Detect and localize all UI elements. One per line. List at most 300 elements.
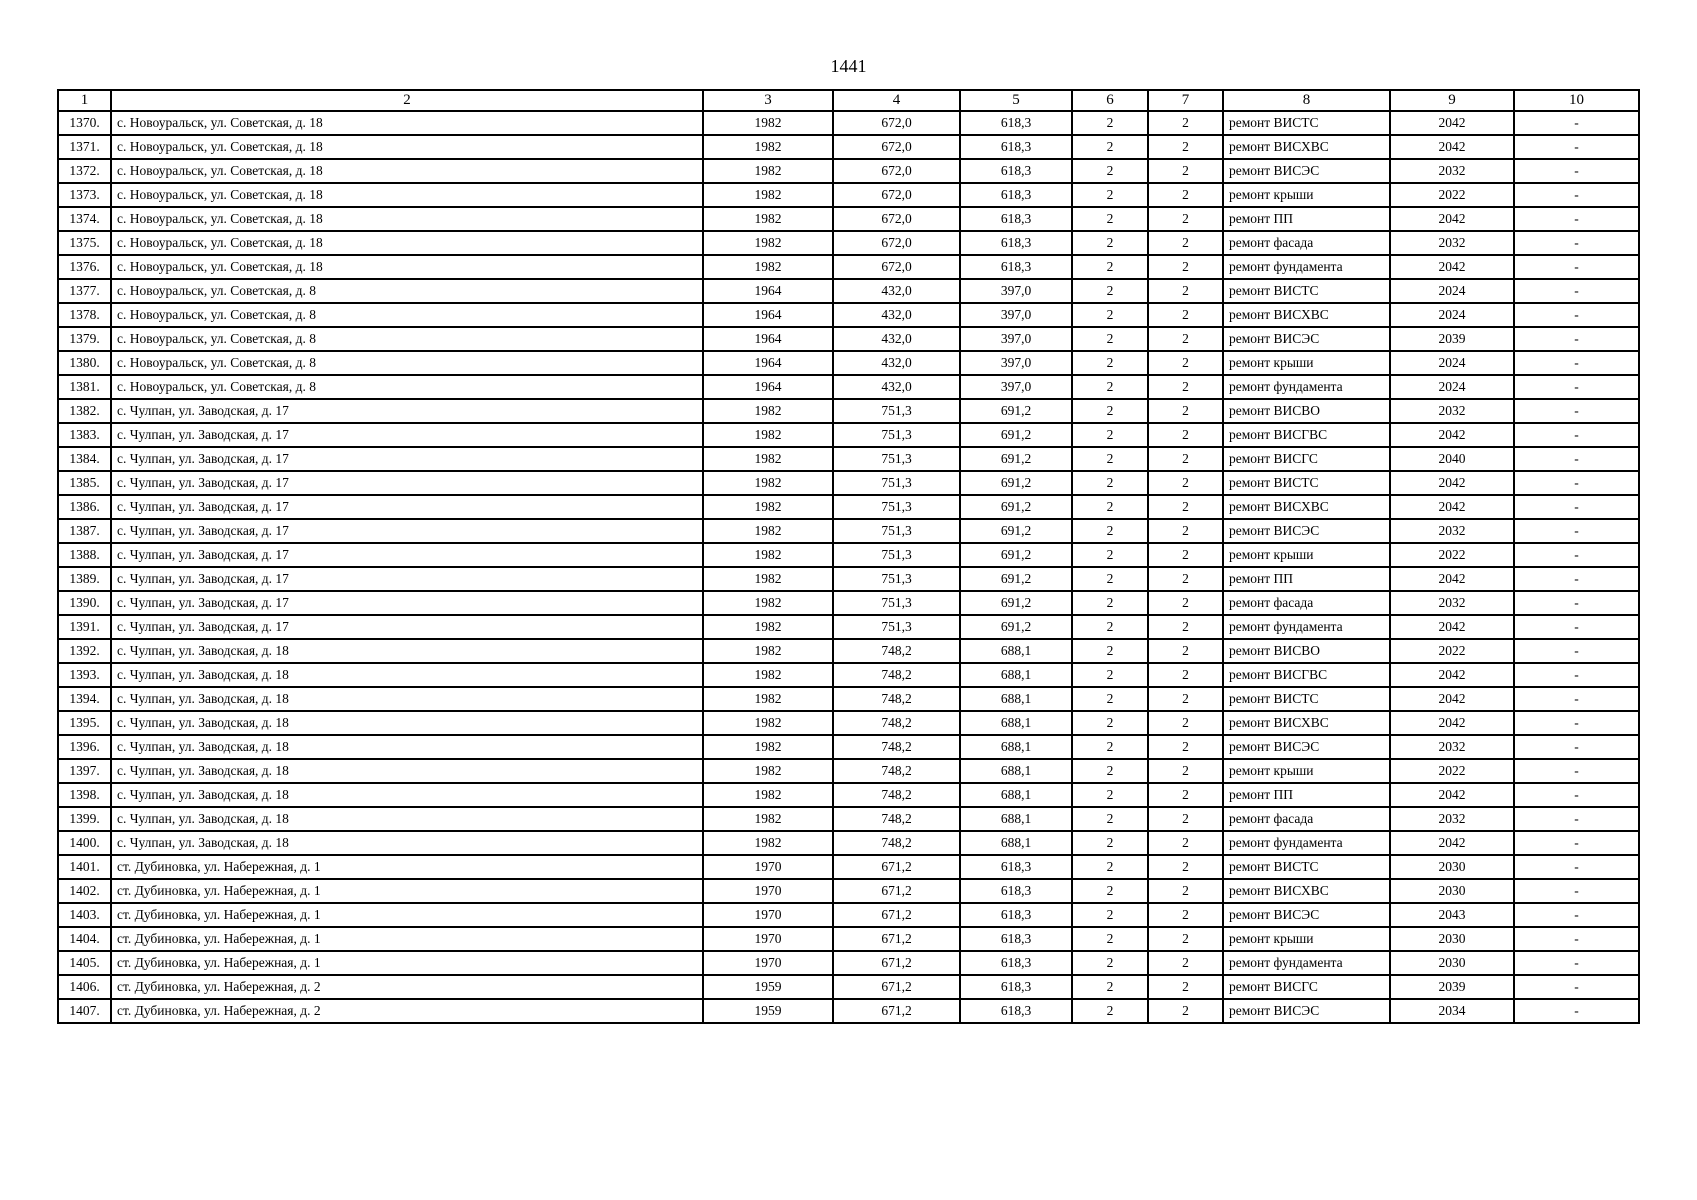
address-cell: с. Чулпан, ул. Заводская, д. 17	[111, 567, 703, 591]
column-6-cell: 2	[1072, 351, 1148, 375]
work-type-cell: ремонт крыши	[1223, 759, 1390, 783]
column-7-cell: 2	[1148, 327, 1223, 351]
column-6-cell: 2	[1072, 879, 1148, 903]
year-cell: 1982	[703, 735, 833, 759]
column-6-cell: 2	[1072, 807, 1148, 831]
row-number: 1376.	[58, 255, 111, 279]
year-cell: 1970	[703, 855, 833, 879]
work-type-cell: ремонт ПП	[1223, 207, 1390, 231]
living-area-cell: 618,3	[960, 231, 1072, 255]
year-cell: 1982	[703, 639, 833, 663]
year-cell: 1982	[703, 399, 833, 423]
row-number: 1392.	[58, 639, 111, 663]
living-area-cell: 688,1	[960, 711, 1072, 735]
work-type-cell: ремонт фасада	[1223, 807, 1390, 831]
address-cell: ст. Дубиновка, ул. Набережная, д. 1	[111, 927, 703, 951]
column-10-cell: -	[1514, 663, 1639, 687]
year-cell: 1982	[703, 231, 833, 255]
plan-year-cell: 2032	[1390, 399, 1514, 423]
address-cell: ст. Дубиновка, ул. Набережная, д. 1	[111, 951, 703, 975]
table-row	[58, 879, 1639, 903]
row-number: 1375.	[58, 231, 111, 255]
column-6-cell: 2	[1072, 375, 1148, 399]
column-10-cell: -	[1514, 399, 1639, 423]
year-cell: 1982	[703, 711, 833, 735]
column-10-cell: -	[1514, 519, 1639, 543]
living-area-cell: 691,2	[960, 495, 1072, 519]
work-type-cell: ремонт ВИСХВС	[1223, 879, 1390, 903]
address-cell: с. Новоуральск, ул. Советская, д. 8	[111, 327, 703, 351]
column-6-cell: 2	[1072, 303, 1148, 327]
address-cell: с. Чулпан, ул. Заводская, д. 18	[111, 639, 703, 663]
plan-year-cell: 2024	[1390, 279, 1514, 303]
year-cell: 1982	[703, 495, 833, 519]
column-10-cell: -	[1514, 855, 1639, 879]
address-cell: с. Новоуральск, ул. Советская, д. 8	[111, 351, 703, 375]
column-6-cell: 2	[1072, 591, 1148, 615]
year-cell: 1982	[703, 207, 833, 231]
address-cell: с. Чулпан, ул. Заводская, д. 17	[111, 471, 703, 495]
total-area-cell: 672,0	[833, 207, 960, 231]
column-7-cell: 2	[1148, 543, 1223, 567]
address-cell: с. Чулпан, ул. Заводская, д. 17	[111, 591, 703, 615]
column-10-cell: -	[1514, 303, 1639, 327]
table-row	[58, 495, 1639, 519]
table-row	[58, 999, 1639, 1023]
table-row	[58, 855, 1639, 879]
column-10-cell: -	[1514, 951, 1639, 975]
row-number: 1385.	[58, 471, 111, 495]
row-number: 1379.	[58, 327, 111, 351]
column-6-cell: 2	[1072, 567, 1148, 591]
column-7-cell: 2	[1148, 759, 1223, 783]
address-cell: с. Новоуральск, ул. Советская, д. 8	[111, 303, 703, 327]
address-cell: с. Чулпан, ул. Заводская, д. 18	[111, 687, 703, 711]
living-area-cell: 688,1	[960, 687, 1072, 711]
total-area-cell: 751,3	[833, 447, 960, 471]
column-10-cell: -	[1514, 183, 1639, 207]
plan-year-cell: 2022	[1390, 639, 1514, 663]
year-cell: 1964	[703, 375, 833, 399]
plan-year-cell: 2042	[1390, 135, 1514, 159]
total-area-cell: 671,2	[833, 975, 960, 999]
column-10-cell: -	[1514, 711, 1639, 735]
address-cell: с. Чулпан, ул. Заводская, д. 17	[111, 615, 703, 639]
column-6-cell: 2	[1072, 855, 1148, 879]
living-area-cell: 618,3	[960, 975, 1072, 999]
year-cell: 1982	[703, 423, 833, 447]
row-number: 1396.	[58, 735, 111, 759]
total-area-cell: 748,2	[833, 711, 960, 735]
row-number: 1377.	[58, 279, 111, 303]
total-area-cell: 748,2	[833, 639, 960, 663]
column-6-cell: 2	[1072, 471, 1148, 495]
column-7-cell: 2	[1148, 783, 1223, 807]
column-7-cell: 2	[1148, 903, 1223, 927]
column-6-cell: 2	[1072, 279, 1148, 303]
address-cell: с. Новоуральск, ул. Советская, д. 18	[111, 255, 703, 279]
column-7-cell: 2	[1148, 279, 1223, 303]
year-cell: 1964	[703, 303, 833, 327]
year-cell: 1982	[703, 111, 833, 135]
work-type-cell: ремонт крыши	[1223, 183, 1390, 207]
column-10-cell: -	[1514, 351, 1639, 375]
address-cell: ст. Дубиновка, ул. Набережная, д. 1	[111, 879, 703, 903]
table-row	[58, 471, 1639, 495]
work-type-cell: ремонт крыши	[1223, 927, 1390, 951]
living-area-cell: 618,3	[960, 207, 1072, 231]
address-cell: с. Новоуральск, ул. Советская, д. 8	[111, 279, 703, 303]
address-cell: ст. Дубиновка, ул. Набережная, д. 1	[111, 855, 703, 879]
column-10-cell: -	[1514, 999, 1639, 1023]
table-row	[58, 135, 1639, 159]
column-6-cell: 2	[1072, 543, 1148, 567]
living-area-cell: 618,3	[960, 183, 1072, 207]
year-cell: 1982	[703, 519, 833, 543]
column-10-cell: -	[1514, 903, 1639, 927]
total-area-cell: 432,0	[833, 279, 960, 303]
year-cell: 1982	[703, 831, 833, 855]
column-10-cell: -	[1514, 159, 1639, 183]
column-7-cell: 2	[1148, 855, 1223, 879]
column-7-cell: 2	[1148, 975, 1223, 999]
address-cell: с. Чулпан, ул. Заводская, д. 18	[111, 831, 703, 855]
total-area-cell: 672,0	[833, 183, 960, 207]
plan-year-cell: 2042	[1390, 711, 1514, 735]
living-area-cell: 691,2	[960, 471, 1072, 495]
column-7-cell: 2	[1148, 927, 1223, 951]
table-row	[58, 303, 1639, 327]
row-number: 1405.	[58, 951, 111, 975]
row-number: 1401.	[58, 855, 111, 879]
header-row	[58, 90, 1639, 111]
address-cell: с. Чулпан, ул. Заводская, д. 18	[111, 735, 703, 759]
address-cell: с. Чулпан, ул. Заводская, д. 18	[111, 783, 703, 807]
column-10-cell: -	[1514, 423, 1639, 447]
row-number: 1386.	[58, 495, 111, 519]
column-10-cell: -	[1514, 135, 1639, 159]
column-6-cell: 2	[1072, 183, 1148, 207]
year-cell: 1982	[703, 687, 833, 711]
plan-year-cell: 2043	[1390, 903, 1514, 927]
work-type-cell: ремонт ВИСЭС	[1223, 159, 1390, 183]
year-cell: 1982	[703, 183, 833, 207]
column-7-cell: 2	[1148, 423, 1223, 447]
column-10-cell: -	[1514, 471, 1639, 495]
address-cell: с. Новоуральск, ул. Советская, д. 18	[111, 135, 703, 159]
table-row	[58, 711, 1639, 735]
plan-year-cell: 2042	[1390, 687, 1514, 711]
work-type-cell: ремонт фасада	[1223, 231, 1390, 255]
living-area-cell: 688,1	[960, 783, 1072, 807]
plan-year-cell: 2042	[1390, 207, 1514, 231]
table-row	[58, 207, 1639, 231]
work-type-cell: ремонт ВИСТС	[1223, 111, 1390, 135]
table-row	[58, 903, 1639, 927]
plan-year-cell: 2042	[1390, 831, 1514, 855]
living-area-cell: 618,3	[960, 255, 1072, 279]
column-6-cell: 2	[1072, 399, 1148, 423]
address-cell: с. Чулпан, ул. Заводская, д. 17	[111, 399, 703, 423]
table-row	[58, 927, 1639, 951]
plan-year-cell: 2032	[1390, 591, 1514, 615]
year-cell: 1982	[703, 567, 833, 591]
table-row	[58, 783, 1639, 807]
column-7-cell: 2	[1148, 351, 1223, 375]
row-number: 1407.	[58, 999, 111, 1023]
row-number: 1380.	[58, 351, 111, 375]
column-header: 9	[1390, 90, 1514, 111]
living-area-cell: 688,1	[960, 831, 1072, 855]
total-area-cell: 748,2	[833, 663, 960, 687]
plan-year-cell: 2040	[1390, 447, 1514, 471]
year-cell: 1982	[703, 807, 833, 831]
work-type-cell: ремонт ВИСХВС	[1223, 495, 1390, 519]
column-10-cell: -	[1514, 495, 1639, 519]
address-cell: с. Новоуральск, ул. Советская, д. 8	[111, 375, 703, 399]
column-7-cell: 2	[1148, 615, 1223, 639]
row-number: 1371.	[58, 135, 111, 159]
work-type-cell: ремонт ВИСХВС	[1223, 303, 1390, 327]
column-header: 5	[960, 90, 1072, 111]
column-6-cell: 2	[1072, 999, 1148, 1023]
total-area-cell: 751,3	[833, 399, 960, 423]
page-number: 1441	[830, 56, 867, 76]
work-type-cell: ремонт ВИСГС	[1223, 975, 1390, 999]
column-6-cell: 2	[1072, 111, 1148, 135]
work-type-cell: ремонт крыши	[1223, 351, 1390, 375]
total-area-cell: 748,2	[833, 783, 960, 807]
address-cell: ст. Дубиновка, ул. Набережная, д. 2	[111, 975, 703, 999]
year-cell: 1964	[703, 351, 833, 375]
living-area-cell: 618,3	[960, 879, 1072, 903]
year-cell: 1970	[703, 951, 833, 975]
total-area-cell: 432,0	[833, 375, 960, 399]
column-6-cell: 2	[1072, 831, 1148, 855]
column-7-cell: 2	[1148, 519, 1223, 543]
column-7-cell: 2	[1148, 735, 1223, 759]
table-row	[58, 447, 1639, 471]
living-area-cell: 691,2	[960, 399, 1072, 423]
column-7-cell: 2	[1148, 999, 1223, 1023]
total-area-cell: 748,2	[833, 807, 960, 831]
column-7-cell: 2	[1148, 399, 1223, 423]
year-cell: 1970	[703, 903, 833, 927]
column-7-cell: 2	[1148, 207, 1223, 231]
address-cell: с. Чулпан, ул. Заводская, д. 18	[111, 807, 703, 831]
living-area-cell: 618,3	[960, 999, 1072, 1023]
year-cell: 1959	[703, 975, 833, 999]
work-type-cell: ремонт крыши	[1223, 543, 1390, 567]
column-header: 3	[703, 90, 833, 111]
column-header: 8	[1223, 90, 1390, 111]
table-row	[58, 567, 1639, 591]
address-cell: с. Новоуральск, ул. Советская, д. 18	[111, 183, 703, 207]
plan-year-cell: 2032	[1390, 735, 1514, 759]
table-row	[58, 831, 1639, 855]
table-row	[58, 543, 1639, 567]
column-6-cell: 2	[1072, 495, 1148, 519]
column-6-cell: 2	[1072, 951, 1148, 975]
column-10-cell: -	[1514, 591, 1639, 615]
column-header: 2	[111, 90, 703, 111]
column-6-cell: 2	[1072, 639, 1148, 663]
column-10-cell: -	[1514, 831, 1639, 855]
living-area-cell: 691,2	[960, 519, 1072, 543]
row-number: 1400.	[58, 831, 111, 855]
work-type-cell: ремонт ВИСГС	[1223, 447, 1390, 471]
total-area-cell: 748,2	[833, 735, 960, 759]
total-area-cell: 671,2	[833, 999, 960, 1023]
total-area-cell: 672,0	[833, 159, 960, 183]
address-cell: с. Чулпан, ул. Заводская, д. 17	[111, 543, 703, 567]
total-area-cell: 671,2	[833, 903, 960, 927]
column-7-cell: 2	[1148, 231, 1223, 255]
column-7-cell: 2	[1148, 663, 1223, 687]
column-7-cell: 2	[1148, 951, 1223, 975]
column-6-cell: 2	[1072, 423, 1148, 447]
row-number: 1390.	[58, 591, 111, 615]
column-6-cell: 2	[1072, 903, 1148, 927]
plan-year-cell: 2042	[1390, 783, 1514, 807]
column-10-cell: -	[1514, 255, 1639, 279]
total-area-cell: 672,0	[833, 255, 960, 279]
work-type-cell: ремонт ВИСТС	[1223, 279, 1390, 303]
work-type-cell: ремонт фундамента	[1223, 375, 1390, 399]
column-6-cell: 2	[1072, 927, 1148, 951]
living-area-cell: 618,3	[960, 111, 1072, 135]
living-area-cell: 691,2	[960, 447, 1072, 471]
work-type-cell: ремонт ВИСВО	[1223, 639, 1390, 663]
column-6-cell: 2	[1072, 735, 1148, 759]
work-type-cell: ремонт ВИСТС	[1223, 471, 1390, 495]
register-table	[57, 89, 1640, 1024]
total-area-cell: 751,3	[833, 495, 960, 519]
column-6-cell: 2	[1072, 207, 1148, 231]
row-number: 1391.	[58, 615, 111, 639]
work-type-cell: ремонт ПП	[1223, 567, 1390, 591]
work-type-cell: ремонт ВИСЭС	[1223, 735, 1390, 759]
year-cell: 1982	[703, 759, 833, 783]
column-10-cell: -	[1514, 543, 1639, 567]
column-7-cell: 2	[1148, 567, 1223, 591]
plan-year-cell: 2034	[1390, 999, 1514, 1023]
column-6-cell: 2	[1072, 135, 1148, 159]
row-number: 1373.	[58, 183, 111, 207]
work-type-cell: ремонт ВИСВО	[1223, 399, 1390, 423]
year-cell: 1959	[703, 999, 833, 1023]
column-7-cell: 2	[1148, 111, 1223, 135]
work-type-cell: ремонт ВИСТС	[1223, 855, 1390, 879]
column-10-cell: -	[1514, 207, 1639, 231]
year-cell: 1982	[703, 783, 833, 807]
plan-year-cell: 2032	[1390, 231, 1514, 255]
column-10-cell: -	[1514, 975, 1639, 999]
work-type-cell: ремонт ВИСГВС	[1223, 663, 1390, 687]
table-row	[58, 255, 1639, 279]
table-row	[58, 951, 1639, 975]
table-row	[58, 639, 1639, 663]
plan-year-cell: 2042	[1390, 567, 1514, 591]
column-7-cell: 2	[1148, 807, 1223, 831]
address-cell: с. Новоуральск, ул. Советская, д. 18	[111, 231, 703, 255]
total-area-cell: 751,3	[833, 591, 960, 615]
year-cell: 1982	[703, 255, 833, 279]
total-area-cell: 432,0	[833, 351, 960, 375]
table-row	[58, 615, 1639, 639]
work-type-cell: ремонт ВИСХВС	[1223, 711, 1390, 735]
plan-year-cell: 2024	[1390, 303, 1514, 327]
row-number: 1397.	[58, 759, 111, 783]
plan-year-cell: 2022	[1390, 759, 1514, 783]
plan-year-cell: 2022	[1390, 183, 1514, 207]
table-row	[58, 423, 1639, 447]
total-area-cell: 751,3	[833, 615, 960, 639]
column-header: 10	[1514, 90, 1639, 111]
column-6-cell: 2	[1072, 231, 1148, 255]
table-row	[58, 327, 1639, 351]
column-10-cell: -	[1514, 927, 1639, 951]
row-number: 1395.	[58, 711, 111, 735]
plan-year-cell: 2032	[1390, 519, 1514, 543]
year-cell: 1982	[703, 615, 833, 639]
row-number: 1384.	[58, 447, 111, 471]
column-10-cell: -	[1514, 639, 1639, 663]
column-10-cell: -	[1514, 111, 1639, 135]
column-7-cell: 2	[1148, 159, 1223, 183]
row-number: 1370.	[58, 111, 111, 135]
plan-year-cell: 2022	[1390, 543, 1514, 567]
living-area-cell: 688,1	[960, 759, 1072, 783]
column-6-cell: 2	[1072, 975, 1148, 999]
column-6-cell: 2	[1072, 759, 1148, 783]
table-row	[58, 159, 1639, 183]
table-row	[58, 759, 1639, 783]
column-10-cell: -	[1514, 735, 1639, 759]
living-area-cell: 397,0	[960, 327, 1072, 351]
work-type-cell: ремонт ВИСЭС	[1223, 903, 1390, 927]
table-row	[58, 975, 1639, 999]
total-area-cell: 748,2	[833, 831, 960, 855]
row-number: 1393.	[58, 663, 111, 687]
column-10-cell: -	[1514, 327, 1639, 351]
total-area-cell: 432,0	[833, 303, 960, 327]
plan-year-cell: 2042	[1390, 255, 1514, 279]
total-area-cell: 751,3	[833, 423, 960, 447]
total-area-cell: 672,0	[833, 111, 960, 135]
column-10-cell: -	[1514, 783, 1639, 807]
plan-year-cell: 2024	[1390, 351, 1514, 375]
plan-year-cell: 2030	[1390, 951, 1514, 975]
living-area-cell: 691,2	[960, 543, 1072, 567]
year-cell: 1982	[703, 543, 833, 567]
row-number: 1378.	[58, 303, 111, 327]
plan-year-cell: 2042	[1390, 471, 1514, 495]
table-row	[58, 375, 1639, 399]
living-area-cell: 618,3	[960, 855, 1072, 879]
living-area-cell: 618,3	[960, 135, 1072, 159]
column-10-cell: -	[1514, 375, 1639, 399]
column-7-cell: 2	[1148, 711, 1223, 735]
year-cell: 1982	[703, 471, 833, 495]
table-row	[58, 279, 1639, 303]
living-area-cell: 618,3	[960, 927, 1072, 951]
living-area-cell: 688,1	[960, 735, 1072, 759]
year-cell: 1964	[703, 279, 833, 303]
table-body	[58, 111, 1639, 1023]
table-row	[58, 351, 1639, 375]
table-row	[58, 183, 1639, 207]
